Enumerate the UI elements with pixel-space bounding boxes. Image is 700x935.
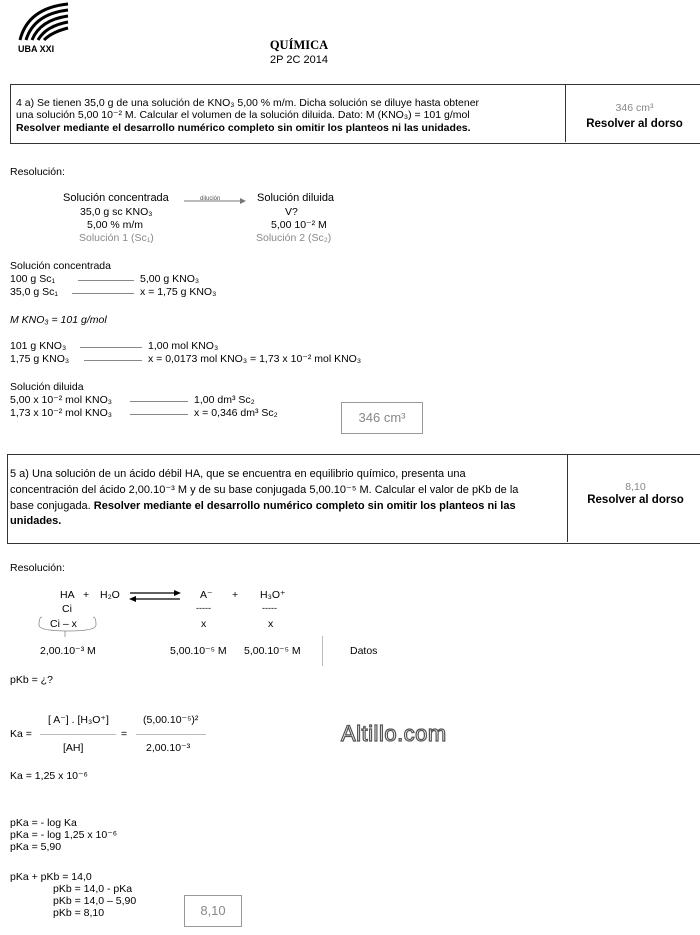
- step2-b-left: 1,75 g KNO₃: [10, 353, 70, 365]
- ka-fraction-line-2: [136, 734, 206, 735]
- pkb-question: pKb = ¿?: [10, 674, 53, 686]
- pk-line-4: pKb = 8,10: [53, 907, 105, 919]
- dash-a: -----: [196, 603, 211, 613]
- q5-line-3b: Resolver mediante el desarrollo numérico completo sin omitir los planteos ni las: [93, 500, 516, 512]
- ka-result: Ka = 1,25 x 10⁻⁶: [10, 770, 88, 782]
- q5-line-3a: base conjugada.: [10, 500, 94, 512]
- q4-line-3: Resolver mediante el desarrollo numérico completo sin omitir los planteos ni las unidades.: [16, 122, 471, 134]
- step3-b-left: 1,73 x 10⁻² mol KNO₃: [10, 407, 113, 419]
- result-5-box: 8,10: [184, 895, 242, 927]
- q5-answer: 8,10: [625, 481, 646, 493]
- step1-a-left: 100 g Sc₁: [10, 273, 55, 285]
- dilution-arrow-label: dilución: [200, 196, 221, 202]
- resolution-4-label: Resolución:: [10, 166, 65, 178]
- ka-denominator-2: 2,00.10⁻³: [146, 742, 191, 754]
- step3-title: Solución diluida: [10, 381, 84, 393]
- step3-a-right: 1,00 dm³ Sc₂: [194, 394, 255, 406]
- q5-line-3: [10, 500, 516, 513]
- species-ha: HA: [60, 589, 75, 601]
- molar-mass: M KNO₃ = 101 g/mol: [10, 314, 107, 326]
- value-ha: 2,00.10⁻³ M: [40, 645, 96, 657]
- uba-logo-icon: [18, 2, 70, 42]
- concentrated-percent: 5,00 % m/m: [87, 219, 144, 231]
- q4-answer: 346 cm³: [615, 102, 654, 114]
- q4-answer-note: Resolver al dorso: [586, 118, 683, 130]
- x-a: x: [201, 618, 207, 630]
- dilution-arrow-icon: [184, 197, 246, 205]
- solution-2-label: Solución 2 (Sc₂): [256, 232, 332, 244]
- solution-1-label: Solución 1 (Sc₁): [79, 232, 154, 244]
- ci-minus-x: Ci – x: [50, 618, 77, 630]
- result-4-box: 346 cm³: [341, 402, 423, 434]
- step1-title: Solución concentrada: [10, 260, 111, 272]
- resolution-5-label: Resolución:: [10, 562, 65, 574]
- x-h3o: x: [268, 618, 274, 630]
- value-a: 5,00.10⁻⁵ M: [170, 645, 227, 657]
- equilibrium-arrows-icon: [128, 588, 182, 604]
- ci-initial: Ci: [62, 603, 72, 615]
- step2-a-left: 101 g KNO₃: [10, 340, 67, 352]
- watermark-text: Altillo.com: [341, 721, 447, 746]
- diluted-molarity: 5,00 10⁻² M: [271, 219, 327, 231]
- pka-line-2: pKa = - log 1,25 x 10⁻⁶: [10, 829, 118, 841]
- species-h2o: H₂O: [100, 589, 120, 601]
- value-h3o: 5,00.10⁻⁵ M: [244, 645, 301, 657]
- concentrated-title: Solución concentrada: [63, 192, 169, 204]
- ka-fraction-line-1: [40, 734, 116, 735]
- q5-line-2: concentración del ácido 2,00.10⁻³ M y de su base conjugada 5,00.10⁻⁵ M. Calcular el valor de pKb de la: [10, 484, 519, 496]
- step2-b-right: x = 0,0173 mol KNO₃ = 1,73 x 10⁻² mol KNO₃: [148, 353, 362, 365]
- pk-line-3: pKb = 14,0 – 5,90: [53, 895, 137, 907]
- page-title: QUÍMICA: [269, 38, 329, 52]
- diluted-volume: V?: [285, 206, 298, 218]
- species-a-minus: A⁻: [200, 589, 213, 601]
- ka-numerator-2: (5,00.10⁻⁵)²: [143, 714, 199, 726]
- plus-2: +: [232, 589, 239, 601]
- q4-line-1: 4 a) Se tienen 35,0 g de una solución de KNO₃ 5,00 % m/m. Dicha solución se diluye hasta obtener: [16, 97, 480, 109]
- ka-label: Ka =: [10, 728, 32, 740]
- pka-line-3: pKa = 5,90: [10, 841, 62, 853]
- plus-1: +: [83, 589, 90, 601]
- concentrated-mass: 35,0 g sc KNO₃: [80, 206, 153, 218]
- step1-a-right: 5,00 g KNO₃: [140, 273, 200, 285]
- species-h3o: H₃O⁺: [260, 589, 286, 601]
- q4-line-2: una solución 5,00 10⁻² M. Calcular el volumen de la solución diluida. Dato: M (KNO₃) = 101 g/mol: [16, 109, 470, 121]
- step1-a-line: [78, 280, 134, 281]
- datos-separator: [322, 636, 323, 666]
- pk-line-1: pKa + pKb = 14,0: [10, 871, 92, 883]
- q5-answer-note: Resolver al dorso: [587, 494, 684, 506]
- pk-line-2: pKb = 14,0 - pKa: [53, 883, 133, 895]
- step3-a-line: [130, 401, 188, 402]
- step3-b-right: x = 0,346 dm³ Sc₂: [194, 407, 278, 419]
- pka-line-1: pKa = - log Ka: [10, 817, 77, 829]
- step2-a-right: 1,00 mol KNO₃: [148, 340, 219, 352]
- step1-b-left: 35,0 g Sc₁: [10, 286, 58, 298]
- step2-a-line: [80, 347, 142, 348]
- step2-b-line: [84, 360, 142, 361]
- diluted-title: Solución diluida: [257, 192, 335, 204]
- dash-h3o: -----: [262, 603, 277, 613]
- equals-sign: =: [121, 728, 128, 740]
- step3-a-left: 5,00 x 10⁻² mol KNO₃: [10, 394, 113, 406]
- page-subtitle: 2P 2C 2014: [270, 54, 328, 66]
- q5-line-4: unidades.: [10, 515, 62, 527]
- step1-b-line: [72, 293, 134, 294]
- step1-b-right: x = 1,75 g KNO₃: [140, 286, 217, 298]
- logo-text: UBA XXI: [18, 44, 55, 54]
- ka-numerator: [ A⁻] . [H₃O⁺]: [48, 714, 109, 726]
- ka-denominator: [AH]: [63, 742, 84, 754]
- datos-label: Datos: [350, 645, 378, 657]
- q5-line-1: 5 a) Una solución de un ácido débil HA, que se encuentra en equilibrio químico, presenta una: [10, 468, 466, 480]
- step3-b-line: [130, 414, 188, 415]
